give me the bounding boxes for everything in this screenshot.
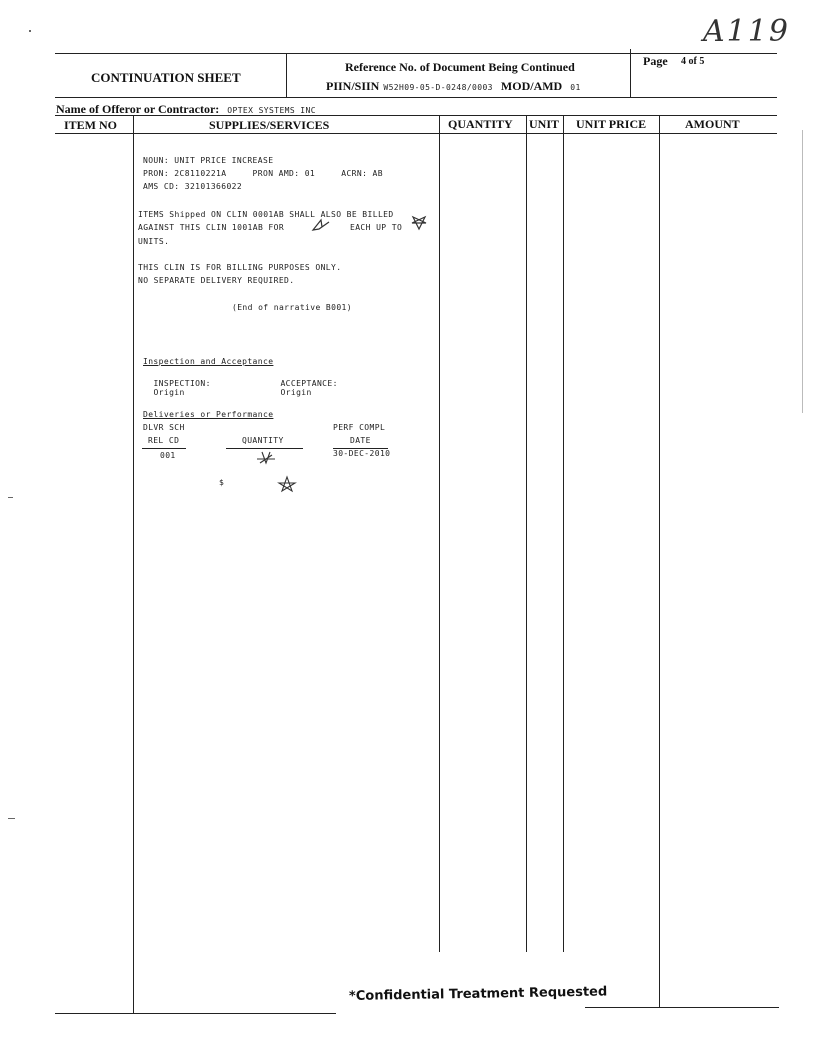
col-unit: UNIT xyxy=(529,117,560,131)
dollar-sign: $ xyxy=(219,478,225,487)
acceptance-value: Origin xyxy=(280,388,312,397)
redaction-star-mark xyxy=(276,475,298,493)
items-line-3: UNITS. xyxy=(138,237,170,246)
column-header-top-rule xyxy=(55,115,777,116)
column-line-supplies xyxy=(439,115,440,952)
reference-label: Reference No. of Document Being Continued xyxy=(345,60,575,74)
header-divider-1 xyxy=(286,53,287,97)
items-line-2a: AGAINST THIS CLIN 1001AB FOR xyxy=(138,223,285,232)
items-line-1: ITEMS Shipped ON CLIN 0001AB SHALL ALSO BE BILLED xyxy=(138,210,394,219)
deliveries-heading: Deliveries or Performance xyxy=(143,410,274,419)
column-line-unit xyxy=(563,115,564,952)
col-supplies: SUPPLIES/SERVICES xyxy=(209,118,330,132)
piin-line xyxy=(326,77,581,95)
handwritten-page-id: A119 xyxy=(703,14,790,49)
footer-rule-left xyxy=(55,1013,336,1014)
scan-edge-mark xyxy=(8,497,13,498)
dlvr-sch-label: DLVR SCH xyxy=(143,423,185,432)
page-label: Page xyxy=(643,54,668,68)
inspection-line xyxy=(143,370,211,397)
page-value: 4 of 5 xyxy=(681,56,705,67)
footer-rule-right xyxy=(585,1007,779,1008)
column-line-item xyxy=(133,115,134,1013)
inspection-heading: Inspection and Acceptance xyxy=(143,357,274,366)
rel-cd-label: REL CD xyxy=(148,436,180,445)
header-top-rule xyxy=(55,53,777,54)
col-unit-price: UNIT PRICE xyxy=(576,117,647,131)
col-amount: AMOUNT xyxy=(685,117,740,131)
scan-edge-mark xyxy=(802,130,803,413)
end-of-narrative: (End of narrative B001) xyxy=(232,303,352,312)
delivery-row-date: 30-DEC-2010 xyxy=(333,449,391,458)
billing-line-2: NO SEPARATE DELIVERY REQUIRED. xyxy=(138,276,295,285)
col-item-no: ITEM NO xyxy=(64,118,118,132)
quantity-label: QUANTITY xyxy=(242,436,284,445)
col-quantity: QUANTITY xyxy=(448,117,513,131)
acceptance-line xyxy=(270,370,338,397)
acceptance-label: ACCEPTANCE: xyxy=(280,379,338,388)
header-divider-2 xyxy=(630,49,631,97)
perf-compl-label: PERF COMPL xyxy=(333,423,386,432)
confidential-notice: *Confidential Treatment Requested xyxy=(348,984,608,1004)
offeror-value: OPTEX SYSTEMS INC xyxy=(227,106,316,115)
noun-line: NOUN: UNIT PRICE INCREASE xyxy=(143,156,274,165)
inspection-label: INSPECTION: xyxy=(153,379,211,388)
header-bottom-rule xyxy=(55,97,777,98)
mod-value: 01 xyxy=(570,83,581,92)
column-line-quantity xyxy=(526,115,527,952)
rel-cd-underline xyxy=(142,448,186,449)
offeror-label: Name of Offeror or Contractor: xyxy=(56,102,220,116)
piin-label: PIIN/SIIN xyxy=(326,79,380,93)
mod-label: MOD/AMD xyxy=(500,79,563,93)
delivery-row-rel-cd: 001 xyxy=(160,451,176,460)
column-header-bottom-rule xyxy=(55,133,777,134)
redaction-star-mark xyxy=(255,449,277,465)
column-line-unit-price xyxy=(659,115,660,1008)
scan-edge-mark xyxy=(8,818,15,819)
scan-edge-mark xyxy=(29,30,31,32)
ams-line: AMS CD: 32101366022 xyxy=(143,182,243,191)
items-line-2b: EACH UP TO xyxy=(350,223,403,232)
piin-value: W52H09-05-D-0248/0003 xyxy=(383,83,493,92)
redaction-star-mark xyxy=(311,218,331,232)
inspection-value: Origin xyxy=(153,388,185,397)
redaction-star-mark xyxy=(410,215,428,231)
pron-line: PRON: 2C8110221A PRON AMD: 01 ACRN: AB xyxy=(143,169,383,178)
continuation-sheet-title: CONTINUATION SHEET xyxy=(91,70,241,85)
billing-line-1: THIS CLIN IS FOR BILLING PURPOSES ONLY. xyxy=(138,263,342,272)
date-label: DATE xyxy=(350,436,371,445)
